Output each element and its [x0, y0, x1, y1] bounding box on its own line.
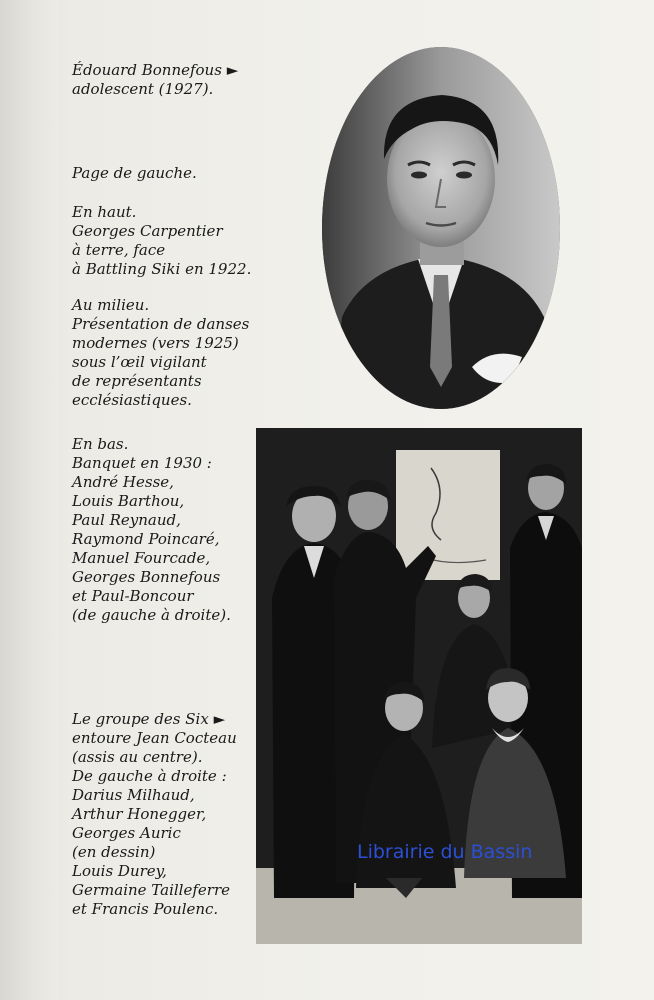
book-spine-shadow: [0, 0, 58, 1000]
caption-left-page: Page de gauche.: [72, 164, 197, 182]
caption-bottom: En bas. Banquet en 1930 : André Hesse, Louis Barthou, Paul Reynaud, Raymond Poincaré, Manuel Fourcade, Georges Bonnefous et Paul-Boncour (de gauche à droite).: [72, 435, 231, 624]
portrait-illustration: [322, 47, 560, 409]
caption-group-six: Le groupe des Six ► entoure Jean Cocteau (assis au centre). De gauche à droite : Darius Milhaud, Arthur Honegger, Georges Auric (en dessin) Louis Durey, Germaine Tailleferre et Francis Poulenc.: [72, 710, 237, 918]
caption-portrait: Édouard Bonnefous ► adolescent (1927).: [72, 61, 239, 98]
portrait-photo: [322, 47, 560, 409]
caption-top: En haut. Georges Carpentier à terre, face à Battling Siki en 1922.: [72, 203, 252, 278]
watermark: Librairie du Bassin: [357, 841, 533, 863]
caption-middle: Au milieu. Présentation de danses modernes (vers 1925) sous l’œil vigilant de représentants ecclésiastiques.: [72, 296, 250, 409]
group-six-photo: [256, 428, 582, 944]
group-six-illustration: [256, 428, 582, 944]
